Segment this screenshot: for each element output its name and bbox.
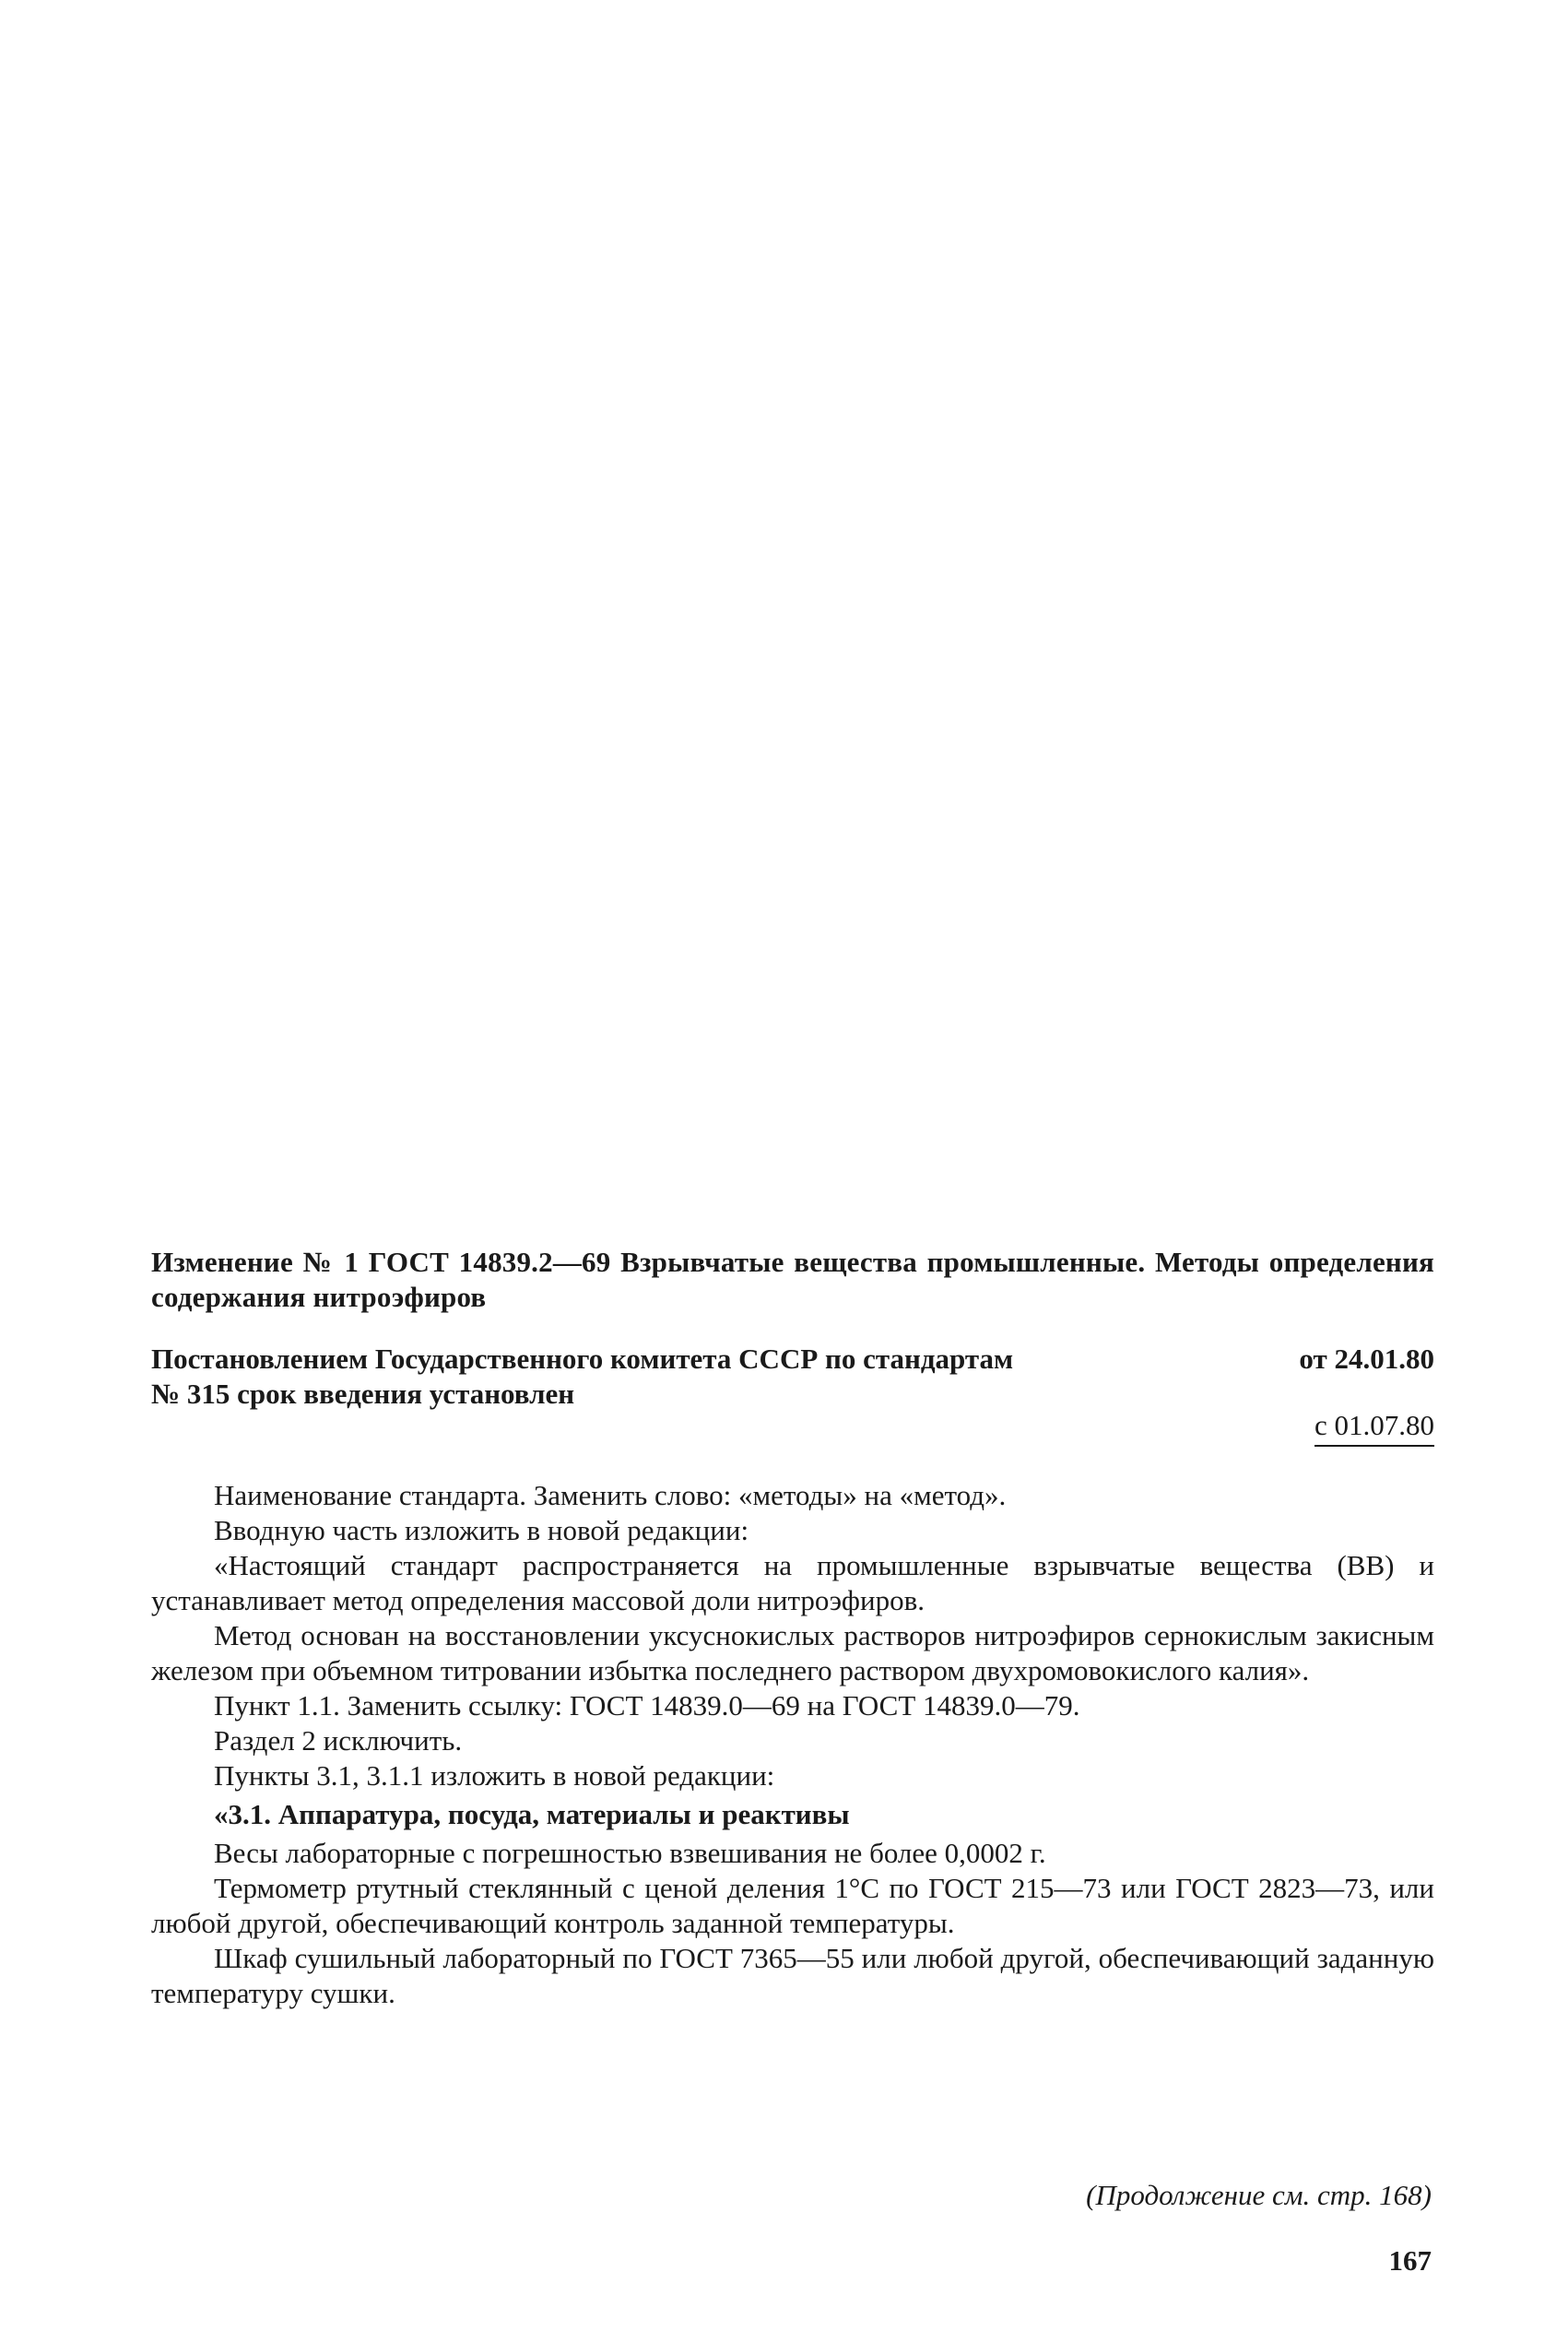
paragraph: Метод основан на восстановлении уксуснокислых растворов нитроэфиров сернокислым закисным железом при объемном титровании избытка последнего раствором двухромовокислого калия».: [151, 1619, 1434, 1686]
page-number: 167: [1388, 2244, 1432, 2277]
paragraph: Шкаф сушильный лабораторный по ГОСТ 7365—55 или любой другой, обеспечивающий заданную температуру сушки.: [151, 1942, 1434, 2009]
paragraph: «Настоящий стандарт распространяется на промышленные взрывчатые вещества (ВВ) и устанавливает метод определения массовой доли нитроэфиров.: [151, 1549, 1434, 1616]
decree-block: [151, 1342, 1434, 1412]
paragraph: Наименование стандарта. Заменить слово: «методы» на «метод».: [214, 1479, 1007, 1511]
decree-line-2: № 315 срок введения установлен: [151, 1378, 575, 1410]
paragraph: Пункт 1.1. Заменить ссылку: ГОСТ 14839.0—69 на ГОСТ 14839.0—79.: [214, 1689, 1080, 1722]
amendment-heading: Изменение № 1 ГОСТ 14839.2—69 Взрывчатые вещества промышленные. Методы определения содержания нитроэфиров: [151, 1246, 1434, 1313]
paragraph: Пункты 3.1, 3.1.1 изложить в новой редакции:: [214, 1759, 775, 1792]
amendment-body: [151, 1478, 1434, 2011]
decree-text: Постановлением Государственного комитета СССР по стандартам: [151, 1343, 1014, 1375]
paragraph: Весы лабораторные с погрешностью взвешивания не более 0,0002 г.: [214, 1837, 1046, 1869]
decree-line-1: [151, 1342, 1434, 1377]
section-subheading: «3.1. Аппаратура, посуда, материалы и реактивы: [214, 1798, 850, 1830]
effective-date-text: с 01.07.80: [1315, 1408, 1434, 1447]
decree-date: от 24.01.80: [1299, 1343, 1434, 1375]
paragraph: Термометр ртутный стеклянный с ценой деления 1°С по ГОСТ 215—73 или ГОСТ 2823—73, или любой другой, обеспечивающий контроль заданной температуры.: [151, 1872, 1434, 1939]
paragraph: Вводную часть изложить в новой редакции:: [214, 1514, 749, 1546]
paragraph: Раздел 2 исключить.: [214, 1724, 463, 1757]
continuation-note: (Продолжение см. стр. 168): [1086, 2179, 1432, 2211]
effective-date: [1315, 1408, 1434, 1447]
